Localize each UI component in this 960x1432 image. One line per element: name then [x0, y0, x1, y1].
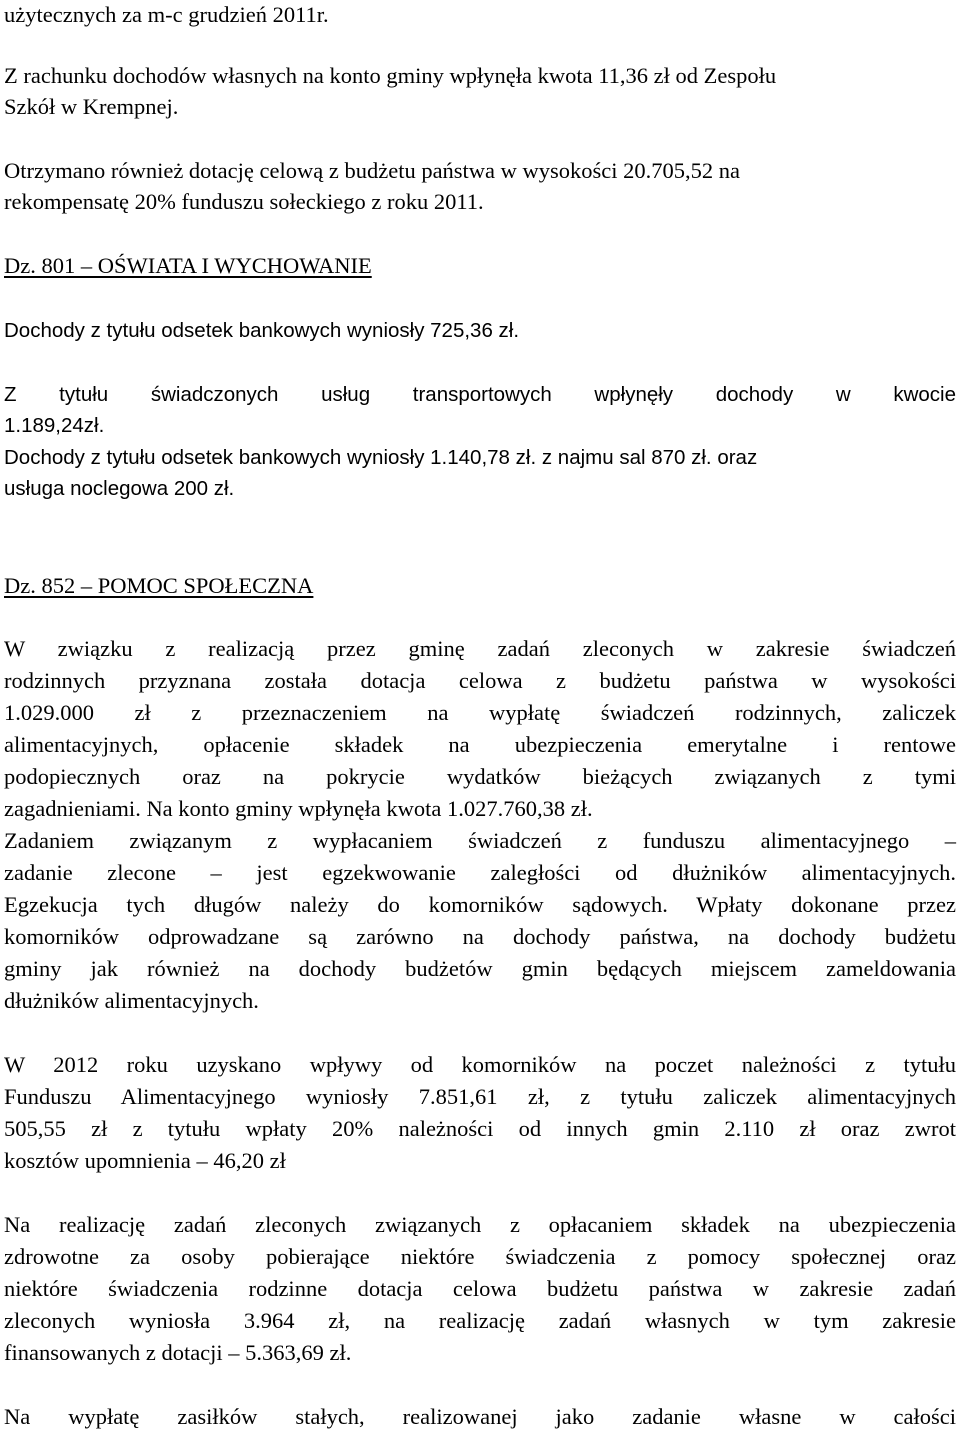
paragraph-line: gminy jak również na dochody budżetów gmin będących miejscem zameldowania	[4, 956, 956, 981]
paragraph-line: zdrowotne za osoby pobierające niektóre świadczenia z pomocy społecznej oraz	[4, 1244, 956, 1269]
paragraph-line: dłużników alimentacyjnych.	[4, 988, 259, 1013]
paragraph-line: rekompensatę 20% funduszu sołeckiego z roku 2011.	[4, 189, 484, 214]
paragraph-line: komorników odprowadzane są zarówno na dochody państwa, na dochody budżetu	[4, 924, 956, 949]
paragraph-line: usługa noclegowa 200 zł.	[4, 477, 235, 500]
paragraph-line: zadanie zlecone – jest egzekwowanie zaległości od dłużników alimentacyjnych.	[4, 860, 956, 885]
paragraph-line: W 2012 roku uzyskano wpływy od komorników na poczet należności z tytułu	[4, 1052, 956, 1077]
paragraph-line: zleconych wyniosła 3.964 zł, na realizację zadań własnych w tym zakresie	[4, 1308, 956, 1333]
paragraph-line: podopiecznych oraz na pokrycie wydatków bieżących związanych z tymi	[4, 764, 956, 789]
paragraph-line: finansowanych z dotacji – 5.363,69 zł.	[4, 1340, 352, 1365]
paragraph-line: rodzinnych przyznana została dotacja celowa z budżetu państwa w wysokości	[4, 668, 956, 693]
paragraph-line: alimentacyjnych, opłacenie składek na ubezpieczenia emerytalne i rentowe	[4, 732, 956, 757]
paragraph-line: W związku z realizacją przez gminę zadań zleconych w zakresie świadczeń	[4, 636, 956, 661]
paragraph-line: Otrzymano również dotację celową z budżetu państwa w wysokości 20.705,52 na	[4, 158, 741, 183]
section-heading-801: Dz. 801 – OŚWIATA I WYCHOWANIE	[4, 253, 372, 278]
paragraph-line: kosztów upomnienia – 46,20 zł	[4, 1148, 286, 1173]
paragraph-line: Egzekucja tych długów należy do komorników sądowych. Wpłaty dokonane przez	[4, 892, 956, 917]
paragraph-line: Dochody z tytułu odsetek bankowych wyniosły 1.140,78 zł. z najmu sal 870 zł. oraz	[4, 446, 758, 469]
paragraph-line: 1.189,24zł.	[4, 414, 105, 437]
paragraph-line: niektóre świadczenia rodzinne dotacja celowa budżetu państwa w zakresie zadań	[4, 1276, 956, 1301]
paragraph-line: Na wypłatę zasiłków stałych, realizowanej jako zadanie własne w całości	[4, 1404, 956, 1429]
paragraph-line: Na realizację zadań zleconych związanych z opłacaniem składek na ubezpieczenia	[4, 1212, 956, 1237]
paragraph-line: Funduszu Alimentacyjnego wyniosły 7.851,61 zł, z tytułu zaliczek alimentacyjnych	[4, 1084, 956, 1109]
paragraph-line: 1.029.000 zł z przeznaczeniem na wypłatę świadczeń rodzinnych, zaliczek	[4, 700, 956, 725]
interest-income-line: Dochody z tytułu odsetek bankowych wyniosły 725,36 zł.	[4, 319, 520, 342]
paragraph-line: Z tytułu świadczonych usług transportowych wpłynęły dochody w kwocie	[4, 383, 956, 406]
paragraph-line: 505,55 zł z tytułu wpłaty 20% należności od innych gmin 2.110 zł oraz zwrot	[4, 1116, 956, 1141]
paragraph-line: Szkół w Krempnej.	[4, 94, 179, 119]
paragraph-line: Z rachunku dochodów własnych na konto gminy wpłynęła kwota 11,36 zł od Zespołu	[4, 63, 777, 88]
intro-line: użytecznych za m-c grudzień 2011r.	[4, 2, 329, 27]
paragraph-line: Zadaniem związanym z wypłacaniem świadczeń z funduszu alimentacyjnego –	[4, 828, 956, 853]
paragraph-line: zagadnieniami. Na konto gminy wpłynęła kwota 1.027.760,38 zł.	[4, 796, 593, 821]
section-heading-852: Dz. 852 – POMOC SPOŁECZNA	[4, 573, 314, 598]
